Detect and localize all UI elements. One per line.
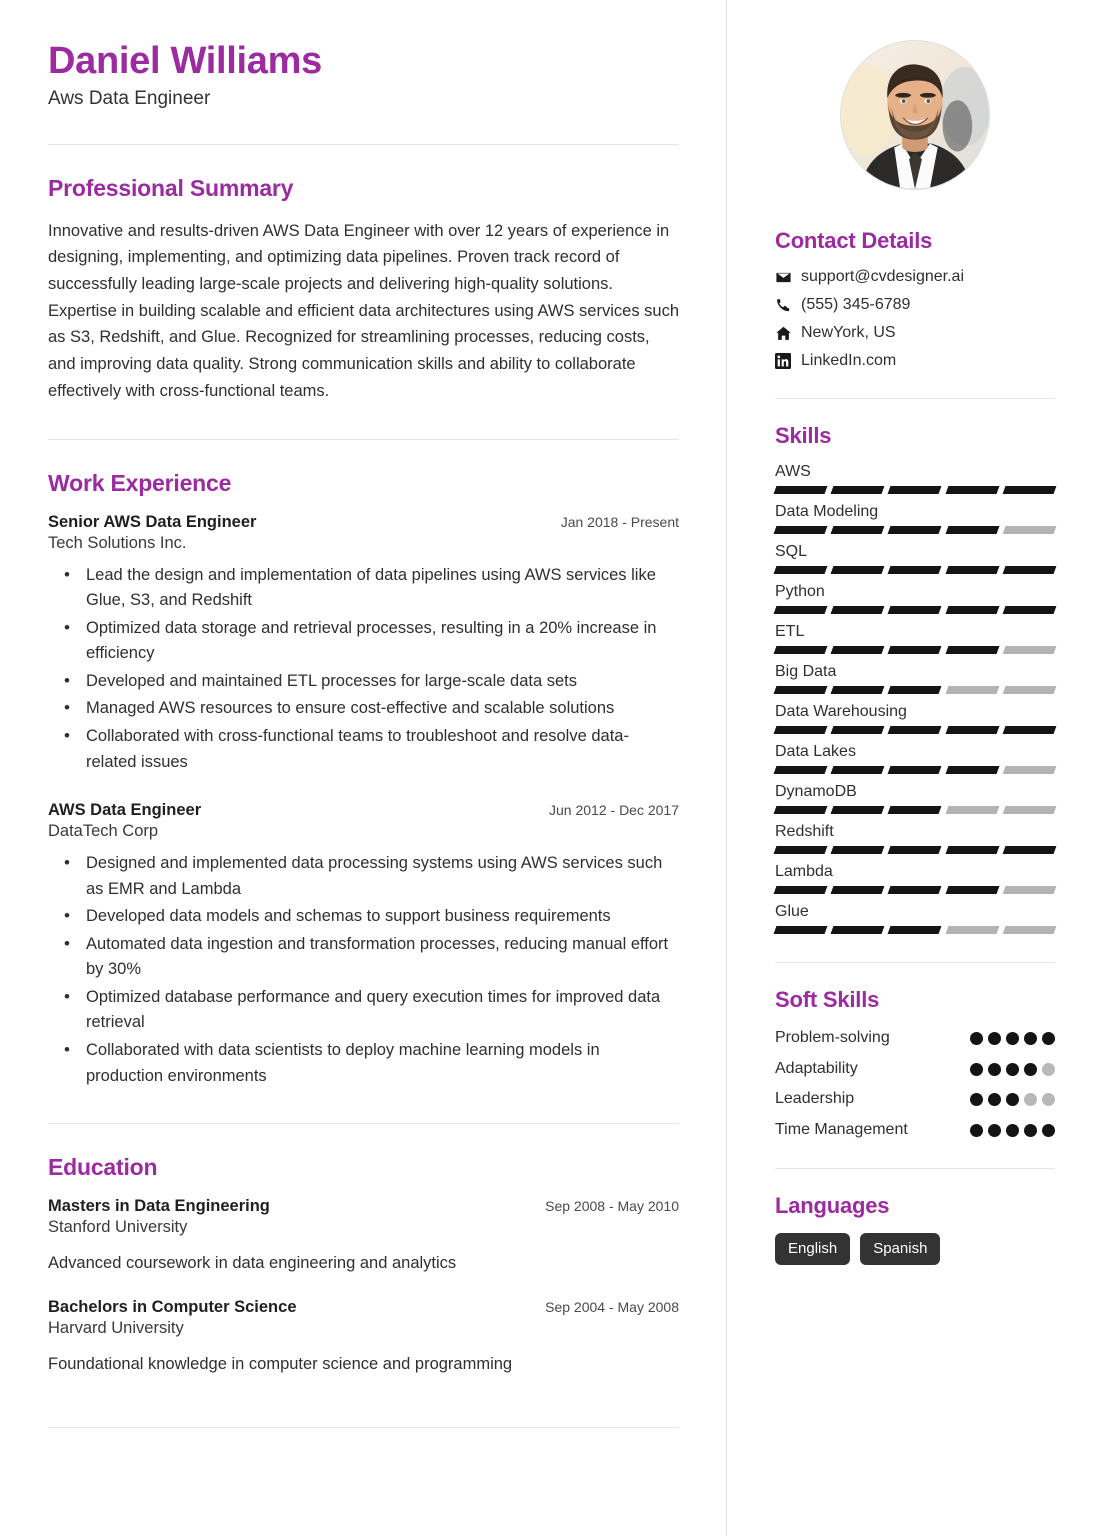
- rating-dot: [1006, 1032, 1019, 1045]
- avatar-wrapper: [775, 40, 1055, 190]
- list-item: • Collaborated with data scientists to deploy machine learning models in production environments: [78, 1038, 679, 1089]
- divider: [48, 439, 679, 440]
- skill-item: [775, 503, 1055, 534]
- skill-bar-segment: [774, 606, 828, 614]
- contact-location-value: NewYork, US: [801, 324, 896, 341]
- list-item: • Optimized data storage and retrieval processes, resulting in a 20% increase in efficiency: [78, 616, 679, 667]
- skill-bar-segment: [888, 926, 942, 934]
- skill-bar-segment: [888, 846, 942, 854]
- envelope-icon: [775, 269, 801, 286]
- contact-phone[interactable]: [775, 296, 1055, 314]
- work-bullet-list: [48, 851, 679, 1089]
- skill-bar-segment: [831, 686, 885, 694]
- skill-bar-segment: [831, 566, 885, 574]
- skill-bar-segment: [774, 646, 828, 654]
- soft-skills-section: [775, 987, 1055, 1140]
- skill-bar-segment: [1002, 806, 1056, 814]
- list-item: • Optimized database performance and query execution times for improved data retrieval: [78, 985, 679, 1036]
- skill-level-bar: [775, 726, 1055, 734]
- skill-level-bar: [775, 686, 1055, 694]
- skill-item: [775, 623, 1055, 654]
- section-title-summary: Professional Summary: [48, 174, 294, 201]
- skill-level-bar: [775, 606, 1055, 614]
- rating-dot: [988, 1093, 1001, 1106]
- contact-linkedin[interactable]: [775, 352, 1055, 370]
- skill-bar-segment: [774, 486, 828, 494]
- skill-bar-segment: [1002, 526, 1056, 534]
- work-company: Tech Solutions Inc.: [48, 533, 187, 552]
- skill-bar-segment: [1002, 566, 1056, 574]
- education-entry: [48, 1197, 679, 1276]
- skill-bar-segment: [888, 486, 942, 494]
- skill-item: [775, 663, 1055, 694]
- skill-label: AWS: [775, 463, 811, 480]
- rating-dot: [1042, 1032, 1055, 1045]
- divider: [48, 1123, 679, 1124]
- skill-label: Data Lakes: [775, 743, 856, 760]
- section-title-soft-skills: Soft Skills: [775, 987, 880, 1012]
- skill-bar-segment: [774, 526, 828, 534]
- skill-bar-segment: [888, 646, 942, 654]
- sidebar-column: [727, 0, 1095, 1536]
- languages-list: [775, 1233, 1055, 1265]
- rating-dot: [1006, 1063, 1019, 1076]
- skill-bar-segment: [774, 766, 828, 774]
- rating-dot: [1042, 1063, 1055, 1076]
- skill-bar-segment: [831, 486, 885, 494]
- section-title-work: Work Experience: [48, 469, 232, 496]
- soft-skills-list: [775, 1027, 1055, 1140]
- rating-dot: [1024, 1124, 1037, 1137]
- skill-bar-segment: [888, 606, 942, 614]
- skill-item: [775, 583, 1055, 614]
- header-block: [48, 40, 679, 110]
- education-section: [48, 1154, 679, 1377]
- soft-skill-item: [775, 1058, 1055, 1080]
- skill-bar-segment: [888, 766, 942, 774]
- skill-item: [775, 543, 1055, 574]
- skill-bar-segment: [888, 806, 942, 814]
- list-item: • Automated data ingestion and transformation processes, reducing manual effort by 30%: [78, 932, 679, 983]
- education-date: Sep 2004 - May 2008: [545, 1298, 679, 1315]
- soft-skill-label: Problem-solving: [775, 1029, 890, 1046]
- divider: [48, 144, 679, 145]
- skill-bar-segment: [1002, 846, 1056, 854]
- skills-list: [775, 463, 1055, 934]
- skill-label: Big Data: [775, 663, 837, 680]
- skill-bar-segment: [774, 886, 828, 894]
- soft-skill-rating: [970, 1119, 1055, 1137]
- skill-bar-segment: [945, 646, 999, 654]
- rating-dot: [988, 1063, 1001, 1076]
- skill-level-bar: [775, 886, 1055, 894]
- languages-section: [775, 1193, 1055, 1265]
- contact-email-value: support@cvdesigner.ai: [801, 268, 964, 285]
- list-item: • Lead the design and implementation of data pipelines using AWS services like Glue, S3, and Redshift: [78, 563, 679, 614]
- skill-bar-segment: [1002, 646, 1056, 654]
- skill-bar-segment: [1002, 926, 1056, 934]
- phone-icon: [775, 297, 801, 314]
- summary-text: Innovative and results-driven AWS Data Engineer with over 12 years of experience in designing, implementing, and optimizing data pipelines. Proven track record of successfully leading large-scale projects and delivering high-quality solutions. Expertise in building scalable and efficient data architectures using AWS services such as S3, Redshift, and Glue. Recognized for streamlining processes, reducing costs, and improving data quality. Strong communication skills and ability to collaborate effectively with cross-functional teams.: [48, 221, 680, 400]
- skill-item: [775, 863, 1055, 894]
- soft-skill-item: [775, 1088, 1055, 1110]
- section-title-education: Education: [48, 1154, 158, 1181]
- education-school: Stanford University: [48, 1218, 188, 1237]
- rating-dot: [970, 1093, 983, 1106]
- rating-dot: [1024, 1093, 1037, 1106]
- skill-label: Redshift: [775, 823, 834, 840]
- skill-bar-segment: [1002, 606, 1056, 614]
- work-date: Jun 2012 - Dec 2017: [549, 802, 679, 819]
- rating-dot: [1006, 1124, 1019, 1137]
- rating-dot: [1042, 1093, 1055, 1106]
- skill-bar-segment: [774, 806, 828, 814]
- avatar: [840, 40, 990, 190]
- home-icon: [775, 325, 801, 342]
- soft-skill-label: Adaptability: [775, 1059, 858, 1077]
- work-role: Senior AWS Data Engineer: [48, 512, 257, 531]
- skill-bar-segment: [774, 846, 828, 854]
- divider: [775, 398, 1055, 399]
- contact-details-section: [775, 228, 1055, 370]
- soft-skill-item: [775, 1119, 1055, 1141]
- skill-bar-segment: [888, 886, 942, 894]
- skill-item: [775, 903, 1055, 934]
- contact-location[interactable]: [775, 324, 1055, 342]
- skill-bar-segment: [945, 526, 999, 534]
- education-degree: Masters in Data Engineering: [48, 1197, 270, 1216]
- work-entry: [48, 801, 679, 1089]
- rating-dot: [970, 1124, 983, 1137]
- skill-label: DynamoDB: [775, 783, 857, 800]
- list-item: • Developed data models and schemas to support business requirements: [78, 904, 679, 930]
- skill-bar-segment: [945, 806, 999, 814]
- job-title: Aws Data Engineer: [48, 87, 211, 109]
- skill-bar-segment: [1002, 686, 1056, 694]
- skill-label: Lambda: [775, 863, 833, 880]
- soft-skill-rating: [970, 1027, 1055, 1045]
- skill-bar-segment: [774, 726, 828, 734]
- soft-skill-item: [775, 1027, 1055, 1049]
- education-description: Advanced coursework in data engineering and analytics: [48, 1254, 457, 1273]
- rating-dot: [1024, 1063, 1037, 1076]
- skill-bar-segment: [945, 726, 999, 734]
- contact-list: [775, 268, 1055, 370]
- skill-bar-segment: [831, 926, 885, 934]
- list-item: • Collaborated with cross-functional teams to troubleshoot and resolve data-related issues: [78, 724, 679, 775]
- contact-email[interactable]: [775, 268, 1055, 286]
- skill-bar-segment: [831, 606, 885, 614]
- skill-level-bar: [775, 766, 1055, 774]
- skill-level-bar: [775, 566, 1055, 574]
- skill-label: Data Warehousing: [775, 703, 907, 720]
- skill-bar-segment: [831, 806, 885, 814]
- rating-dot: [970, 1032, 983, 1045]
- work-bullet-list: [48, 563, 679, 776]
- linkedin-icon: [775, 353, 801, 369]
- list-item: • Designed and implemented data processing systems using AWS services such as EMR and Lambda: [78, 851, 679, 902]
- skill-level-bar: [775, 806, 1055, 814]
- skill-label: Data Modeling: [775, 503, 879, 520]
- skill-bar-segment: [888, 726, 942, 734]
- skill-level-bar: [775, 486, 1055, 494]
- skill-item: [775, 463, 1055, 494]
- education-entry-header: [48, 1298, 679, 1317]
- contact-phone-value: (555) 345-6789: [801, 296, 911, 313]
- list-item: • Managed AWS resources to ensure cost-effective and scalable solutions: [78, 696, 679, 722]
- education-entry: [48, 1298, 679, 1377]
- language-chip: Spanish: [860, 1233, 940, 1265]
- skill-bar-segment: [831, 726, 885, 734]
- soft-skill-label: Time Management: [775, 1120, 908, 1138]
- skill-bar-segment: [1002, 486, 1056, 494]
- work-role: AWS Data Engineer: [48, 801, 202, 820]
- language-chip: English: [775, 1233, 850, 1265]
- rating-dot: [1006, 1093, 1019, 1106]
- skill-bar-segment: [774, 686, 828, 694]
- work-entry-header: [48, 801, 679, 820]
- section-title-skills: Skills: [775, 423, 832, 448]
- skill-bar-segment: [831, 766, 885, 774]
- skill-bar-segment: [774, 566, 828, 574]
- work-entry-header: [48, 513, 679, 532]
- avatar-illustration: [841, 41, 989, 189]
- rating-dot: [1024, 1032, 1037, 1045]
- skill-bar-segment: [945, 566, 999, 574]
- divider: [775, 1168, 1055, 1169]
- education-date: Sep 2008 - May 2010: [545, 1198, 679, 1215]
- work-entry: [48, 513, 679, 776]
- skill-bar-segment: [888, 686, 942, 694]
- skill-label: SQL: [775, 543, 808, 560]
- skill-level-bar: [775, 846, 1055, 854]
- skill-bar-segment: [945, 926, 999, 934]
- skill-bar-segment: [831, 526, 885, 534]
- skill-item: [775, 703, 1055, 734]
- skill-item: [775, 823, 1055, 854]
- skill-item: [775, 743, 1055, 774]
- skill-bar-segment: [831, 646, 885, 654]
- soft-skill-rating: [970, 1088, 1055, 1106]
- soft-skill-label: Leadership: [775, 1090, 855, 1108]
- rating-dot: [988, 1124, 1001, 1137]
- soft-skill-rating: [970, 1058, 1055, 1076]
- skill-label: Glue: [775, 903, 809, 920]
- skills-section: [775, 423, 1055, 934]
- skill-bar-segment: [1002, 726, 1056, 734]
- skill-bar-segment: [945, 686, 999, 694]
- contact-linkedin-value: LinkedIn.com: [801, 352, 897, 369]
- education-school: Harvard University: [48, 1318, 184, 1337]
- skill-bar-segment: [888, 526, 942, 534]
- divider: [48, 1427, 679, 1428]
- skill-bar-segment: [945, 766, 999, 774]
- divider: [775, 962, 1055, 963]
- skill-label: ETL: [775, 623, 805, 640]
- skill-bar-segment: [1002, 886, 1056, 894]
- rating-dot: [1042, 1124, 1055, 1137]
- work-company: DataTech Corp: [48, 822, 159, 841]
- skill-bar-segment: [888, 566, 942, 574]
- rating-dot: [988, 1032, 1001, 1045]
- section-title-contact: Contact Details: [775, 228, 933, 253]
- skill-bar-segment: [945, 486, 999, 494]
- skill-bar-segment: [831, 886, 885, 894]
- list-item: • Developed and maintained ETL processes for large-scale data sets: [78, 669, 679, 695]
- skill-label: Python: [775, 583, 825, 600]
- education-description: Foundational knowledge in computer science and programming: [48, 1354, 513, 1373]
- skill-bar-segment: [831, 846, 885, 854]
- skill-bar-segment: [1002, 766, 1056, 774]
- work-experience-section: [48, 470, 679, 1090]
- education-degree: Bachelors in Computer Science: [48, 1297, 297, 1316]
- skill-bar-segment: [945, 846, 999, 854]
- skill-bar-segment: [945, 606, 999, 614]
- page-title: Daniel Williams: [48, 40, 322, 82]
- skill-bar-segment: [774, 926, 828, 934]
- skill-item: [775, 783, 1055, 814]
- work-date: Jan 2018 - Present: [560, 513, 679, 530]
- education-entry-header: [48, 1197, 679, 1216]
- skill-bar-segment: [945, 886, 999, 894]
- skill-level-bar: [775, 926, 1055, 934]
- skill-level-bar: [775, 646, 1055, 654]
- rating-dot: [970, 1063, 983, 1076]
- section-title-languages: Languages: [775, 1193, 890, 1219]
- skill-level-bar: [775, 526, 1055, 534]
- professional-summary-section: [48, 175, 679, 405]
